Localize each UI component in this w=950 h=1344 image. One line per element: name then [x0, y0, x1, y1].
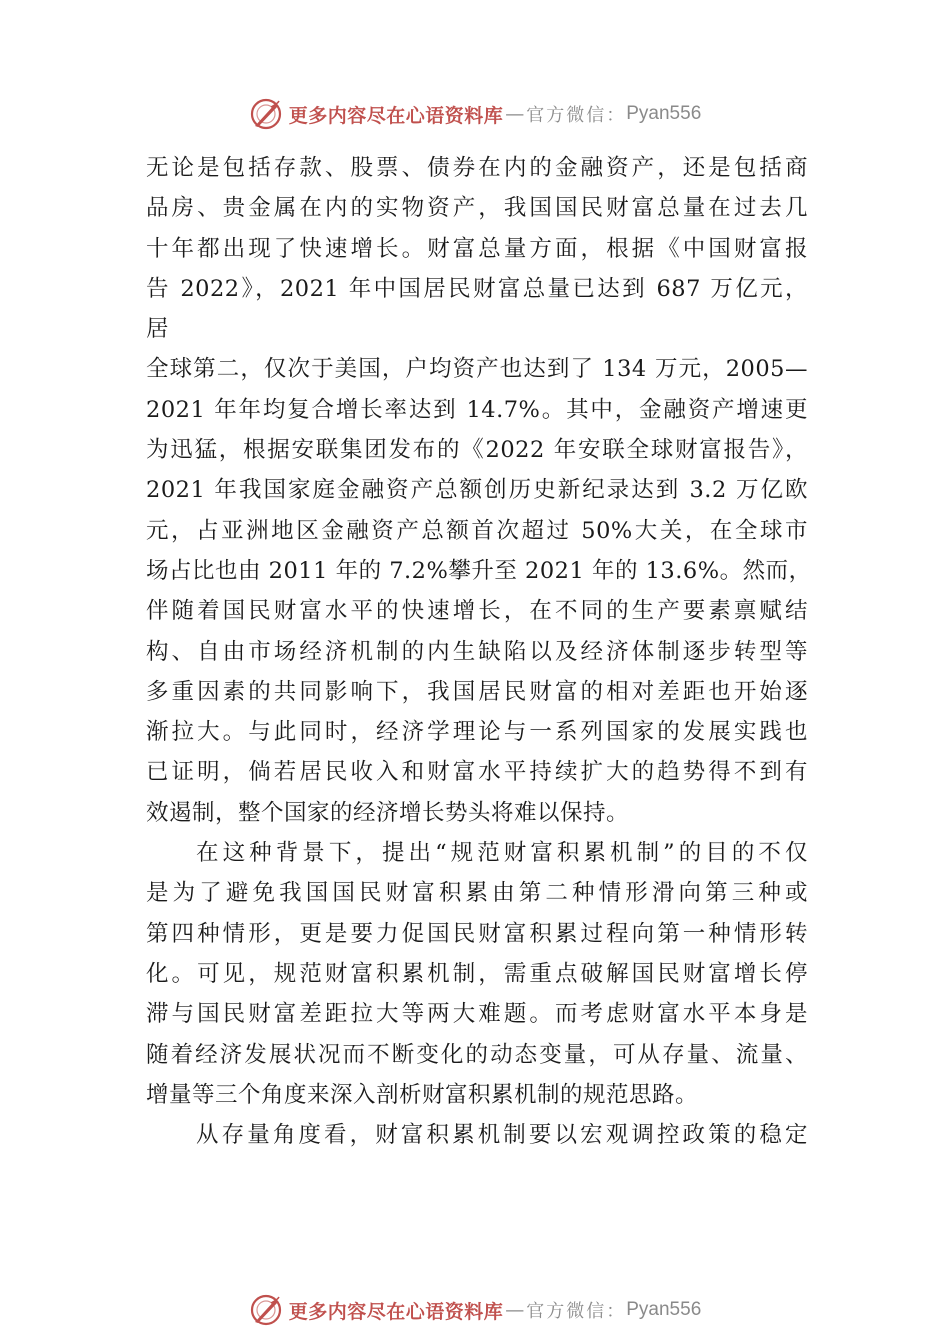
text-line: 构、自由市场经济机制的内生缺陷以及经济体制逐步转型等 — [146, 638, 808, 665]
text-line: 多重因素的共同影响下，我国居民财富的相对差距也开始逐 — [146, 678, 808, 705]
quill-seal-icon — [249, 97, 283, 131]
watermark-contact-label: 官方微信： — [526, 1301, 627, 1322]
text-line: 是为了避免我国国民财富积累由第二种情形滑向第三种或 — [146, 880, 808, 907]
watermark-contact-label: 官方微信： — [526, 105, 627, 126]
text-line: 十年都出现了快速增长。财富总量方面，根据《中国财富报 — [146, 235, 808, 262]
document-body — [146, 148, 812, 1155]
text-line: 居 — [146, 316, 170, 343]
text-line: 渐拉大。与此同时，经济学理论与一系列国家的发展实践也 — [146, 719, 808, 746]
quill-seal-icon — [249, 1293, 283, 1327]
text-line: 品房、贵金属在内的实物资产，我国国民财富总量在过去几 — [146, 195, 808, 222]
text-line: 在这种背景下，提出“规范财富积累机制”的目的不仅 — [196, 840, 808, 867]
text-line: 无论是包括存款、股票、债券在内的金融资产，还是包括商 — [146, 155, 808, 181]
watermark-brand: 更多内容尽在心语资料库 — [288, 104, 504, 127]
text-line: 告 2022》，2021 年中国居民财富总量已达到 687 万亿元， — [146, 275, 808, 302]
text-line: 增量等三个角度来深入剖析财富积累机制的规范思路。 — [146, 1081, 699, 1108]
watermark-brand: 更多内容尽在心语资料库 — [288, 1300, 504, 1323]
text-line: 化。可见，规范财富积累机制，需重点破解国民财富增长停 — [146, 960, 808, 987]
text-line: 为迅猛，根据安联集团发布的《2022 年安联全球财富报告》， — [146, 437, 808, 464]
watermark-dash: — — [505, 1299, 525, 1321]
footer-watermark — [0, 1290, 950, 1330]
text-line: 2021 年我国家庭金融资产总额创历史新纪录达到 3.2 万亿欧 — [146, 477, 808, 504]
text-line: 元，占亚洲地区金融资产总额首次超过 50%大关，在全球市 — [146, 517, 808, 544]
text-line: 伴随着国民财富水平的快速增长，在不同的生产要素禀赋结 — [146, 598, 808, 625]
text-line: 效遏制，整个国家的经济增长势头将难以保持。 — [146, 799, 630, 826]
watermark-contact-id: Pyan556 — [626, 103, 702, 124]
text-line: 滞与国民财富差距拉大等两大难题。而考虑财富水平本身是 — [146, 1001, 808, 1028]
text-line: 2021 年年均复合增长率达到 14.7%。其中，金融资产增速更 — [146, 396, 808, 423]
text-line: 已证明，倘若居民收入和财富水平持续扩大的趋势得不到有 — [146, 759, 808, 786]
header-watermark — [0, 94, 950, 134]
text-line: 全球第二，仅次于美国，户均资产也达到了 134 万元，2005— — [146, 356, 808, 383]
text-line: 第四种情形，更是要力促国民财富积累过程向第一种情形转 — [146, 920, 808, 947]
watermark-dash: — — [505, 103, 525, 125]
text-line: 从存量角度看，财富积累机制要以宏观调控政策的稳定 — [196, 1122, 808, 1149]
watermark-contact-id: Pyan556 — [626, 1299, 702, 1320]
text-line: 场占比也由 2011 年的 7.2%攀升至 2021 年的 13.6%。然而， — [146, 557, 812, 584]
text-line: 随着经济发展状况而不断变化的动态变量，可从存量、流量、 — [146, 1041, 808, 1068]
